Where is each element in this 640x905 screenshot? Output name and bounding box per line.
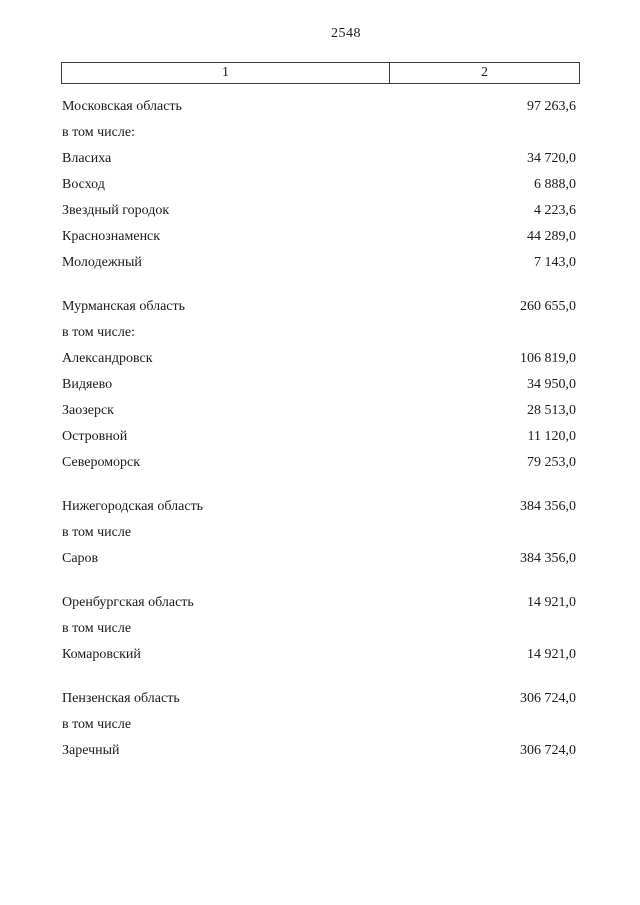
settlement-name: Власиха: [62, 151, 112, 166]
region-name: Пензенская область: [62, 691, 180, 706]
settlement-name: Островной: [62, 429, 128, 444]
table-header-col2: 2: [389, 63, 579, 83]
note-row: [62, 712, 576, 738]
settlement-row: [62, 642, 576, 668]
settlement-value: 11 120,0: [527, 429, 576, 444]
settlement-row: [62, 346, 576, 372]
note-label: в том числе: [62, 621, 132, 636]
settlement-row: [62, 398, 576, 424]
note-label: в том числе:: [62, 125, 135, 140]
settlement-name: Краснознаменск: [62, 229, 161, 244]
region-row: [62, 686, 576, 712]
page-number: 2548: [331, 26, 361, 41]
region-group: [62, 494, 576, 572]
settlement-value: 6 888,0: [534, 177, 576, 192]
table-body: [62, 94, 576, 764]
note-label: в том числе: [62, 525, 132, 540]
note-row: [62, 520, 576, 546]
region-name: Оренбургская область: [62, 595, 194, 610]
region-value: 97 263,6: [527, 99, 576, 114]
settlement-row: [62, 146, 576, 172]
note-label: в том числе: [62, 717, 132, 732]
region-name: Нижегородская область: [62, 499, 204, 514]
table-header-row: [61, 62, 580, 84]
region-value: 384 356,0: [520, 499, 576, 514]
settlement-value: 4 223,6: [534, 203, 576, 218]
note-label: в том числе:: [62, 325, 135, 340]
region-row: [62, 94, 576, 120]
settlement-value: 14 921,0: [527, 647, 576, 662]
settlement-name: Видяево: [62, 377, 113, 392]
region-group: [62, 686, 576, 764]
settlement-name: Заречный: [62, 743, 120, 758]
settlement-value: 28 513,0: [527, 403, 576, 418]
settlement-name: Североморск: [62, 455, 141, 470]
settlement-row: [62, 224, 576, 250]
settlement-name: Александровск: [62, 351, 153, 366]
settlement-name: Восход: [62, 177, 105, 192]
settlement-row: [62, 450, 576, 476]
region-row: [62, 494, 576, 520]
region-row: [62, 590, 576, 616]
region-row: [62, 294, 576, 320]
settlement-value: 34 950,0: [527, 377, 576, 392]
settlement-row: [62, 172, 576, 198]
region-value: 260 655,0: [520, 299, 576, 314]
table-header-col1: 1: [222, 65, 229, 80]
settlement-row: [62, 198, 576, 224]
settlement-row: [62, 372, 576, 398]
region-group: [62, 294, 576, 476]
note-row: [62, 120, 576, 146]
region-value: 14 921,0: [527, 595, 576, 610]
settlement-value: 106 819,0: [520, 351, 576, 366]
settlement-row: [62, 424, 576, 450]
settlement-name: Саров: [62, 551, 99, 566]
note-row: [62, 616, 576, 642]
settlement-value: 384 356,0: [520, 551, 576, 566]
region-group: [62, 590, 576, 668]
note-row: [62, 320, 576, 346]
region-group: [62, 94, 576, 276]
settlement-row: [62, 738, 576, 764]
settlement-row: [62, 250, 576, 276]
settlement-name: Звездный городок: [62, 203, 170, 218]
region-name: Московская область: [62, 99, 182, 114]
settlement-name: Молодежный: [62, 255, 142, 270]
settlement-value: 306 724,0: [520, 743, 576, 758]
settlement-row: [62, 546, 576, 572]
region-value: 306 724,0: [520, 691, 576, 706]
settlement-name: Комаровский: [62, 647, 141, 662]
settlement-value: 7 143,0: [534, 255, 576, 270]
settlement-name: Заозерск: [62, 403, 114, 418]
settlement-value: 44 289,0: [527, 229, 576, 244]
settlement-value: 34 720,0: [527, 151, 576, 166]
region-name: Мурманская область: [62, 299, 186, 314]
settlement-value: 79 253,0: [527, 455, 576, 470]
